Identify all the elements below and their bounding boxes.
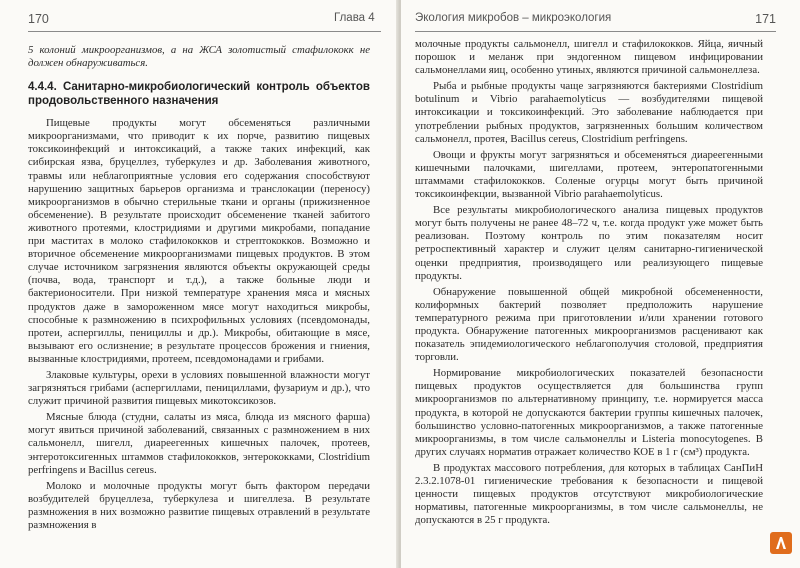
publisher-logo bbox=[770, 532, 792, 554]
paragraph: Рыба и рыбные продукты чаще загрязняются бактериями Clostridium botulinum и Vibrio parahaemolyticus — возбудителями пищевой интоксикации и токсикоинфекций. Это заболевание наблюдается при употреблении рыбных продуктов, загрязненных большим количеством сальмонелл, протея, Bacillus cereus, Clostridium perfringens. bbox=[415, 80, 763, 145]
paragraph: Пищевые продукты могут обсеменяться различными микроорганизмами, что приводит к их порче, развитию пищевых токсикоинфекций и интоксикаций, а также таких инфекций, как сибирская язва, бруцеллез, туберкулез и др. Заболевания животного, травмы или неблагоприятные условия его содержания способствуют нарушению защитных барьеров организма и транслокации (переносу) микроорганизмов в обычно стерильные ткани и органы (прижизненное обсеменение). В результате происходит обсеменение тканей забитого животного протеями, клостридиями и другими микробами, попадание при маститах в молоко стафилококков и стрептококков. Возможно и вторичное обсеменение микроорганизмами пищевых продуктов. В этом случае источником загрязнения являются объекты окружающей среды (почва, вода, транспорт и т.д.), а также больные люди и бактерионосители. При низкой температуре хранения мяса и мясных продуктов даже в замороженном мясе могут находиться микробы, способные к размножению в психрофильных условиях (псевдомонады, протеи, аспергиллы, пенициллы и др.). Микробы, обитающие в мясе, вызывают его ослизнение; в результате процессов брожения и гниения, вызванные клостридиями, протеем, псевдомонадами и грибами. bbox=[28, 117, 370, 365]
paragraph: Мясные блюда (студни, салаты из мяса, блюда из мясного фарша) могут явиться причиной заболеваний, связанных с размножением в них сальмонелл, шигелл, диареегенных кишечных палочек, протеев, энтеротоксигенных штаммов стафилококков, энтерококками, Clostridium perfringens и Bacillus cereus. bbox=[28, 411, 370, 476]
intro-text: 5 колоний микроорганизмов, а на ЖСА золотистый стафилококк не должен обнаруживаться. bbox=[28, 44, 370, 70]
right-page-body bbox=[415, 38, 763, 530]
running-title: Экология микробов – микроэкология bbox=[415, 12, 612, 24]
header-rule bbox=[415, 31, 776, 32]
section-heading: 4.4.4. Санитарно-микробиологический контроль объектов продовольственного назначения bbox=[28, 81, 370, 108]
right-page-header bbox=[415, 12, 776, 30]
paragraph: Молоко и молочные продукты могут быть фактором передачи возбудителей бруцеллеза, туберкулеза и шигеллеза. В результате размножения в них возможно развитие пищевых отравлений в результате размножения в bbox=[28, 479, 370, 531]
paragraph: Обнаружение повышенной общей микробной обсемененности, колиформных бактерий позволяет предположить нарушение температурного режима при приготовлении и/или хранении готового продукта. Обнаружение патогенных микроорганизмов расценивают как показатель эпидемиологического неблагополучия столовой, предприятия торговли. bbox=[415, 285, 763, 364]
paragraph: молочные продукты сальмонелл, шигелл и стафилококков. Яйца, яичный порошок и меланж при эндогенном пищевом инфицировании сальмонеллами яиц, особенно утиных, являются причиной сальмонеллеза. bbox=[415, 38, 763, 77]
paragraph: Овощи и фрукты могут загрязняться и обсеменяться диареегенными кишечными палочками, шигеллами, протеем, энтеропатогенными штаммами стафилококков. Соленые огурцы могут быть причиной токсикоинфекции, вызванной Vibrio parahaemolyticus. bbox=[415, 148, 763, 201]
paragraph: Все результаты микробиологического анализа пищевых продуктов могут быть получены не ранее 48–72 ч, т.е. когда продукт уже может быть реализован. Поэтому контроль по этим показателям носит ретроспективный характер и служит целям санитарно-гигиенической оценки предприятия, производящего или реализующего пищевые продукты. bbox=[415, 204, 763, 282]
paragraph: Нормирование микробиологических показателей безопасности пищевых продуктов осуществляется для большинства групп микроорганизмов по альтернативному принципу, т.е. нормируется масса продукта, в которой не допускаются бактерии группы кишечных палочек, большинство условно-патогенных микроорганизмов, а также патогенные микроорганизмы, в том числе сальмонеллы и Listeria monocytogenes. В других случаях норматив отражает количество КОЕ в 1 г (см³) продукта. bbox=[415, 367, 763, 458]
left-page-number: 170 bbox=[28, 12, 49, 26]
paragraph: В продуктах массового потребления, для которых в таблицах СанПиН 2.3.2.1078-01 гигиенические требования к безопасности и пищевой ценности пищевых продуктов отсутствуют микробиологические нормативы, патогенные микроорганизмы, в том числе сальмонеллы, не допускаются в 25 г продукта. bbox=[415, 461, 763, 527]
header-rule bbox=[28, 31, 381, 32]
left-page-body bbox=[28, 44, 370, 535]
right-page bbox=[401, 0, 800, 568]
publisher-logo-icon bbox=[770, 532, 792, 554]
right-page-number: 171 bbox=[755, 12, 776, 26]
left-page-header bbox=[28, 12, 381, 30]
paragraph: Злаковые культуры, орехи в условиях повышенной влажности могут загрязняться грибами (аспергиллами, пенициллами, фузариум и др.), что служит причиной развития пищевых микотоксикозов. bbox=[28, 368, 370, 408]
left-page bbox=[0, 0, 399, 568]
chapter-title: Глава 4 bbox=[334, 12, 375, 24]
